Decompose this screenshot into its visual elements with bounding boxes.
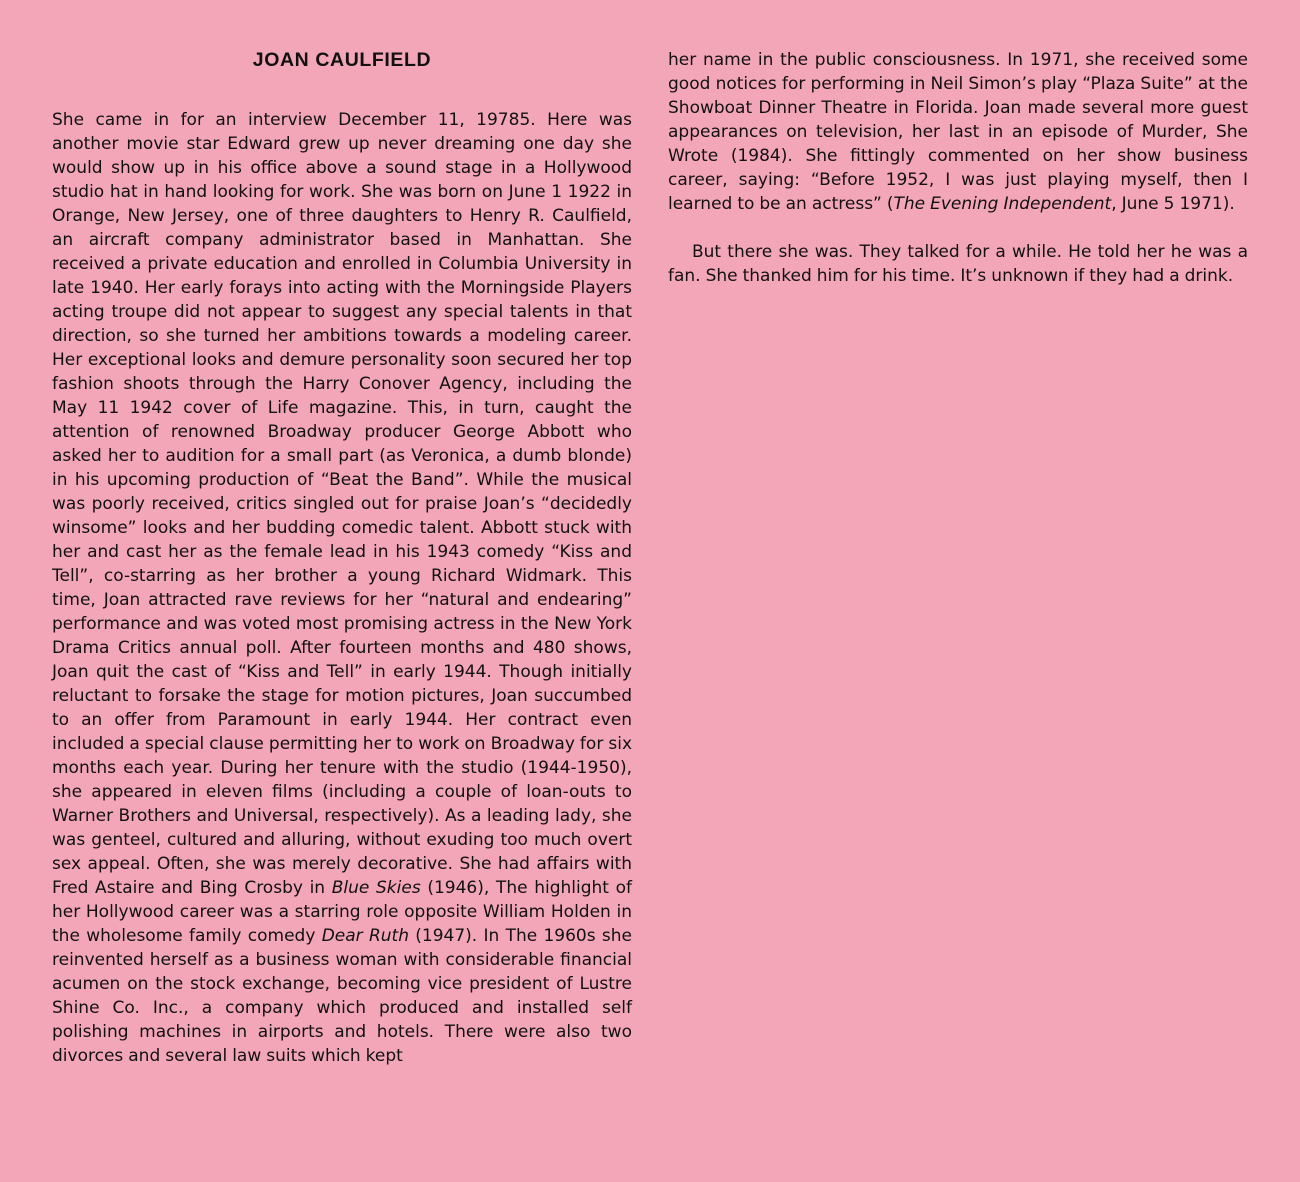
paragraph-text: her name in the public consciousness. In 1971, she received some good notices for performing in Neil Simon’s play “Plaza Suite” at the Showboat Dinner Theatre in Florida. Joan made several more guest appearances on television, her last in an episode of Murder, She Wrote (1984). She fittingly commented on her show business career, saying: “Before 1952, I was just playing myself, then I learned to be an actress” ( — [668, 50, 1248, 214]
paragraph-text: She came in for an interview December 11, 19785. Here was another movie star Edward grew up never dreaming one day she would show up in his office above a sound stage in a Hollywood studio hat in hand looking for work. She was born on June 1 1922 in Orange, New Jersey, one of three daughters to Henry R. Caulfield, an aircraft company administrator based in Manhattan. She received a private education and enrolled in Columbia University in late 1940. Her early forays into acting with the Morningside Players acting troupe did not appear to suggest any special talents in that direction, so she turned her ambitions towards a modeling career. Her exceptional looks and demure personality soon secured her top fashion shoots through the Harry Conover Agency, including the May 11 1942 cover of Life magazine. This, in turn, caught the attention of renowned Broadway producer George Abbott who asked her to audition for a small part (as Veronica, a dumb blonde) in his upcoming production of “Beat the Band”. While the musical was poorly received, critics singled out for praise Joan’s “decidedly winsome” looks and her budding comedic talent. Abbott stuck with her and cast her as the female lead in his 1943 comedy “Kiss and Tell”, co-starring as her brother a young Richard Widmark. This time, Joan attracted rave reviews for her “natural and endearing” performance and was voted most promising actress in the New York Drama Critics annual poll. After fourteen months and 480 shows, Joan quit the cast of “Kiss and Tell” in early 1944. Though initially reluctant to forsake the stage for motion pictures, Joan succumbed to an offer from Paramount in early 1944. Her contract even included a special clause permitting her to work on Broadway for six months each year. During her tenure with the studio (1944-1950), she appeared in eleven films (including a couple of loan-outs to Warner Brothers and Universal, respectively). As a leading lady, she was genteel, cultured and alluring, without exuding too much overt sex appeal. Often, she was merely decorative. She had affairs with Fred Astaire and Bing Crosby in — [52, 110, 632, 898]
film-title: Blue Skies — [331, 878, 421, 898]
page-title: JOAN CAULFIELD — [252, 49, 432, 71]
film-title: Dear Ruth — [321, 926, 409, 946]
body-paragraph — [52, 108, 632, 1068]
paragraph-text: (1946), The highlight of her Hollywood career was a starring role opposite William Holden in the wholesome family comedy — [52, 878, 632, 946]
source-title: The Evening Independent — [893, 194, 1112, 214]
closing-paragraph: But there she was. They talked for a while. He told her he was a fan. She thanked him for his time. It’s unknown if they had a drink. — [668, 242, 1248, 286]
body-paragraph — [668, 48, 1248, 216]
paragraph-text: (1947). In The 1960s she reinvented herself as a business woman with considerable financial acumen on the stock exchange, becoming vice president of Lustre Shine Co. Inc., a company which produced and installed self polishing machines in airports and hotels. There were also two divorces and several law suits which kept — [52, 926, 632, 1066]
paragraph-text: , June 5 1971). — [1111, 194, 1235, 214]
